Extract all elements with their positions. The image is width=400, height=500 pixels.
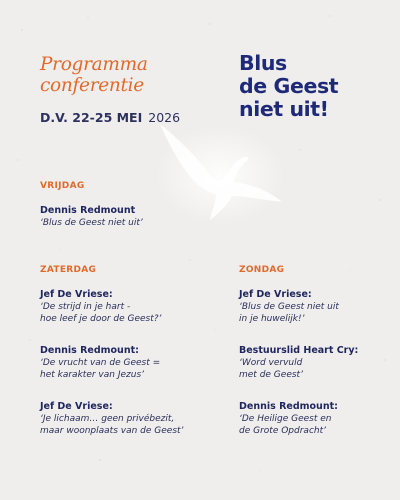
speaker-name: Bestuurslid Heart Cry: [239,345,359,356]
session-topic: ‘De Heilige Geest en de Grote Opdracht’ [239,414,332,436]
headline-line1: Blus [239,51,287,75]
day-label-zondag: ZONDAG [239,265,285,275]
speaker-name: Dennis Redmount [40,205,136,216]
session-topic: ‘Blus de Geest niet uit’ [40,218,143,228]
headline-line3: niet uit! [239,97,329,121]
headline [239,52,338,121]
session-topic: ‘Je lichaam… geen privébezit, maar woonplaats van de Geest’ [40,414,184,436]
headline-line2: de Geest [239,74,339,98]
session-topic: ‘Word vervuld met de Geest’ [239,358,303,380]
program-title-line2: conferentie [40,75,144,96]
session-zondag-2 [239,344,400,381]
session-zondag-3 [239,400,400,437]
session-topic: ‘De vrucht van de Geest = het karakter van Jezus’ [40,358,161,380]
session-topic: ‘Blus de Geest niet uit in je huwelijk!’ [239,302,339,324]
session-topic: ‘De strijd in je hart - hoe leef je door de Geest?’ [40,302,162,324]
session-vrijdag-1 [40,204,210,229]
speaker-name: Jef De Vriese: [40,289,113,300]
program-title-line1: Programma [40,54,148,75]
dates-text: D.V. 22-25 MEI [40,110,143,125]
session-zondag-1 [239,288,400,325]
session-zaterdag-2 [40,344,210,381]
year-text: 2026 [148,110,181,125]
program-title [40,54,148,96]
session-zaterdag-1 [40,288,210,325]
speaker-name: Jef De Vriese: [40,401,113,412]
session-zaterdag-3 [40,400,210,437]
speaker-name: Jef De Vriese: [239,289,312,300]
speaker-name: Dennis Redmount: [239,401,338,412]
speaker-name: Dennis Redmount: [40,345,139,356]
day-label-vrijdag: VRIJDAG [40,181,85,191]
day-label-zaterdag: ZATERDAG [40,265,97,275]
